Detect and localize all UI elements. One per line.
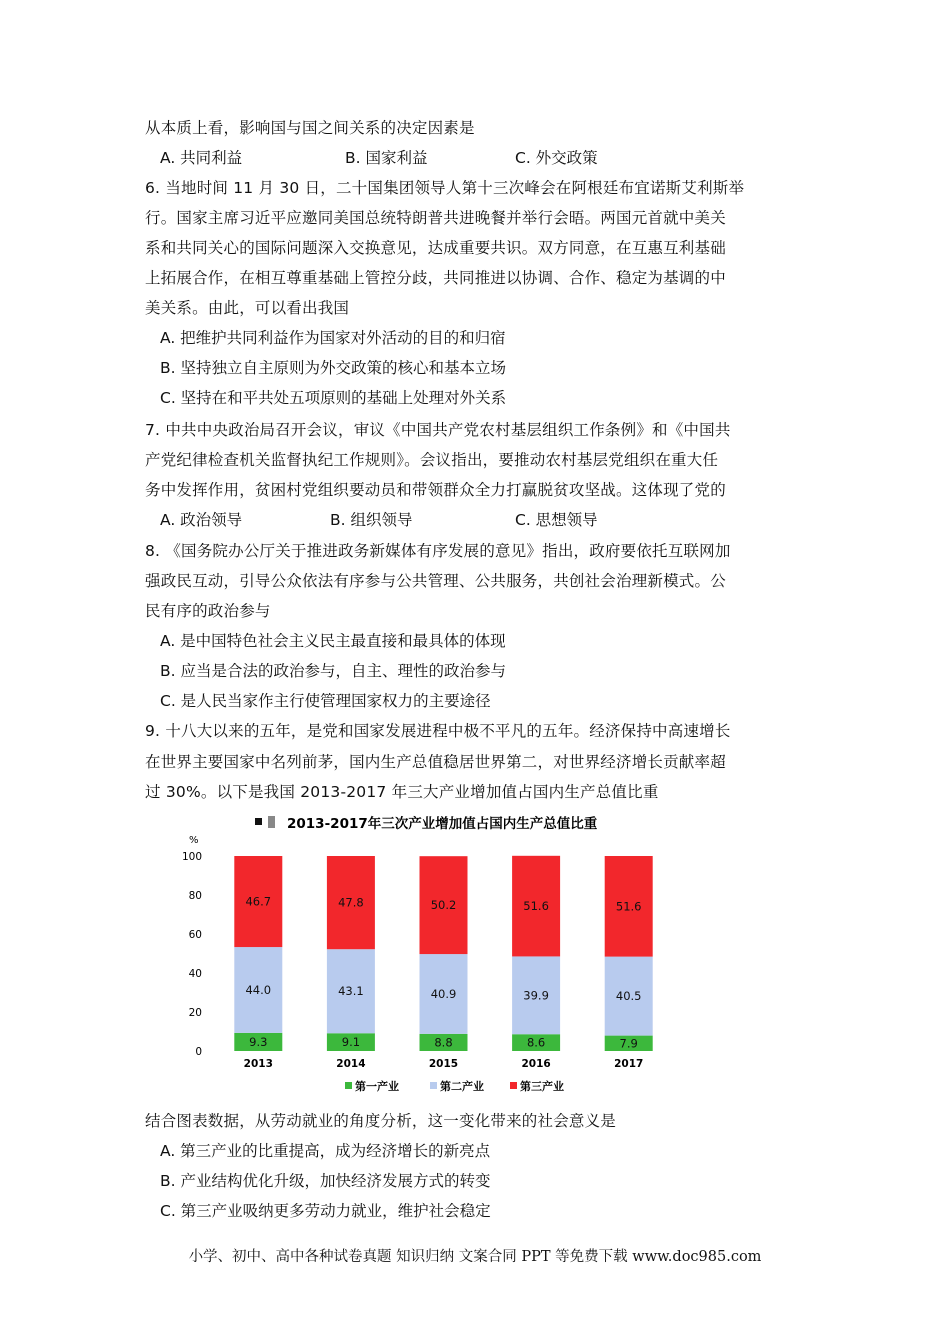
- q6-option-b: B. 坚持独立自主原则为外交政策的核心和基本立场: [160, 359, 506, 377]
- intro-line: 从本质上看，影响国与国之间关系的决定因素是: [145, 119, 475, 137]
- data-label: 44.0: [245, 982, 272, 997]
- q9-line: 9. 十八大以来的五年，是党和国家发展进程中极不平凡的五年。经济保持中高速增长: [145, 722, 731, 740]
- x-tick-label: 2015: [428, 1058, 459, 1070]
- q6-line: 上拓展合作，在相互尊重基础上管控分歧，共同推进以协调、合作、稳定为基调的中: [145, 269, 726, 287]
- legend-label: 第二产业: [440, 1080, 484, 1093]
- q9-after-line: 结合图表数据，从劳动就业的角度分析，这一变化带来的社会意义是: [145, 1112, 617, 1130]
- x-tick-label: 2016: [521, 1058, 551, 1070]
- q9-option-a: A. 第三产业的比重提高，成为经济增长的新亮点: [160, 1142, 491, 1160]
- title-marker-icon: [255, 818, 262, 825]
- legend-swatch: [510, 1082, 517, 1089]
- q6-option-c: C. 坚持在和平共处五项原则的基础上处理对外关系: [160, 389, 507, 407]
- q6-line: 行。国家主席习近平应邀同美国总统特朗普共进晚餐并举行会晤。两国元首就中美关: [145, 209, 726, 227]
- q8-line: 8. 《国务院办公厅关于推进政务新媒体有序发展的意见》指出，政府要依托互联网加: [145, 542, 731, 560]
- data-label: 51.6: [615, 899, 642, 914]
- q8-line: 民有序的政治参与: [145, 602, 271, 620]
- y-tick-label: 80: [188, 890, 202, 902]
- q6-line: 美关系。由此，可以看出我国: [145, 299, 350, 317]
- legend-swatch: [430, 1082, 437, 1089]
- q9-line: 在世界主要国家中名列前茅，国内生产总值稳居世界第二，对世界经济增长贡献率超: [145, 753, 726, 771]
- y-tick-label: 60: [188, 929, 202, 941]
- legend-label: 第三产业: [520, 1080, 564, 1093]
- q7-option-c: C. 思想领导: [515, 511, 598, 529]
- chart-title: 2013-2017年三次产业增加值占国内生产总值比重: [287, 816, 598, 832]
- data-label: 7.9: [619, 1036, 638, 1051]
- data-label: 39.9: [523, 988, 549, 1003]
- y-axis-label: %: [189, 835, 199, 846]
- q8-option-a: A. 是中国特色社会主义民主最直接和最具体的体现: [160, 632, 506, 650]
- legend-swatch: [345, 1082, 352, 1089]
- y-tick-label: 20: [188, 1007, 202, 1019]
- x-tick-label: 2013: [243, 1058, 273, 1070]
- q7-line: 产党纪律检查机关监督执纪工作规则》。会议指出，要推动农村基层党组织在重大任: [145, 451, 719, 469]
- q6-line: 6. 当地时间 11 月 30 日，二十国集团领导人第十三次峰会在阿根廷布宜诺斯艾利斯举: [145, 179, 745, 197]
- q6-option-a: A. 把维护共同利益作为国家对外活动的目的和归宿: [160, 329, 506, 347]
- q7-option-a: A. 政治领导: [160, 511, 243, 529]
- data-label: 9.1: [341, 1035, 361, 1050]
- q9-option-b: B. 产业结构优化升级，加快经济发展方式的转变: [160, 1172, 491, 1190]
- data-label: 47.8: [338, 895, 364, 910]
- q7-line: 7. 中共中央政治局召开会议，审议《中国共产党农村基层组织工作条例》和《中国共: [145, 421, 731, 439]
- q8-option-c: C. 是人民当家作主行使管理国家权力的主要途径: [160, 692, 491, 710]
- q8-option-b: B. 应当是合法的政治参与，自主、理性的政治参与: [160, 662, 506, 680]
- q8-line: 强政民互动，引导公众依法有序参与公共管理、公共服务，共创社会治理新模式。公: [145, 572, 726, 590]
- q5-option-b: B. 国家利益: [345, 149, 428, 167]
- y-tick-label: 100: [181, 851, 202, 863]
- data-label: 46.7: [245, 894, 272, 909]
- title-marker-icon: [268, 816, 275, 828]
- x-tick-label: 2014: [336, 1058, 366, 1070]
- q9-option-c: C. 第三产业吸纳更多劳动力就业，维护社会稳定: [160, 1202, 491, 1220]
- data-label: 51.6: [523, 899, 549, 914]
- q5-option-c: C. 外交政策: [515, 149, 598, 167]
- footer-text: 小学、初中、高中各种试卷真题 知识归纳 文案合同 PPT 等免费下载 www.doc985.com: [188, 1249, 762, 1265]
- q7-option-b: B. 组织领导: [330, 511, 413, 529]
- legend-label: 第一产业: [355, 1080, 399, 1093]
- data-label: 9.3: [249, 1034, 268, 1049]
- y-tick-label: 0: [195, 1046, 202, 1058]
- q6-line: 系和共同关心的国际问题深入交换意见，达成重要共识。双方同意，在互惠互利基础: [145, 239, 726, 257]
- y-tick-label: 40: [188, 968, 202, 980]
- data-label: 50.2: [430, 898, 457, 913]
- data-label: 8.8: [434, 1035, 453, 1050]
- q7-line: 务中发挥作用，贫困村党组织要动员和带领群众全力打赢脱贫攻坚战。这体现了党的: [145, 481, 726, 499]
- stacked-bar-chart: [175, 806, 695, 1106]
- q5-option-a: A. 共同利益: [160, 149, 243, 167]
- data-label: 8.6: [526, 1035, 546, 1050]
- data-label: 43.1: [338, 984, 364, 999]
- x-tick-label: 2017: [614, 1058, 644, 1070]
- data-label: 40.5: [615, 989, 642, 1004]
- data-label: 40.9: [430, 986, 457, 1001]
- q9-line: 过 30%。以下是我国 2013-2017 年三大产业增加值占国内生产总值比重: [145, 783, 659, 801]
